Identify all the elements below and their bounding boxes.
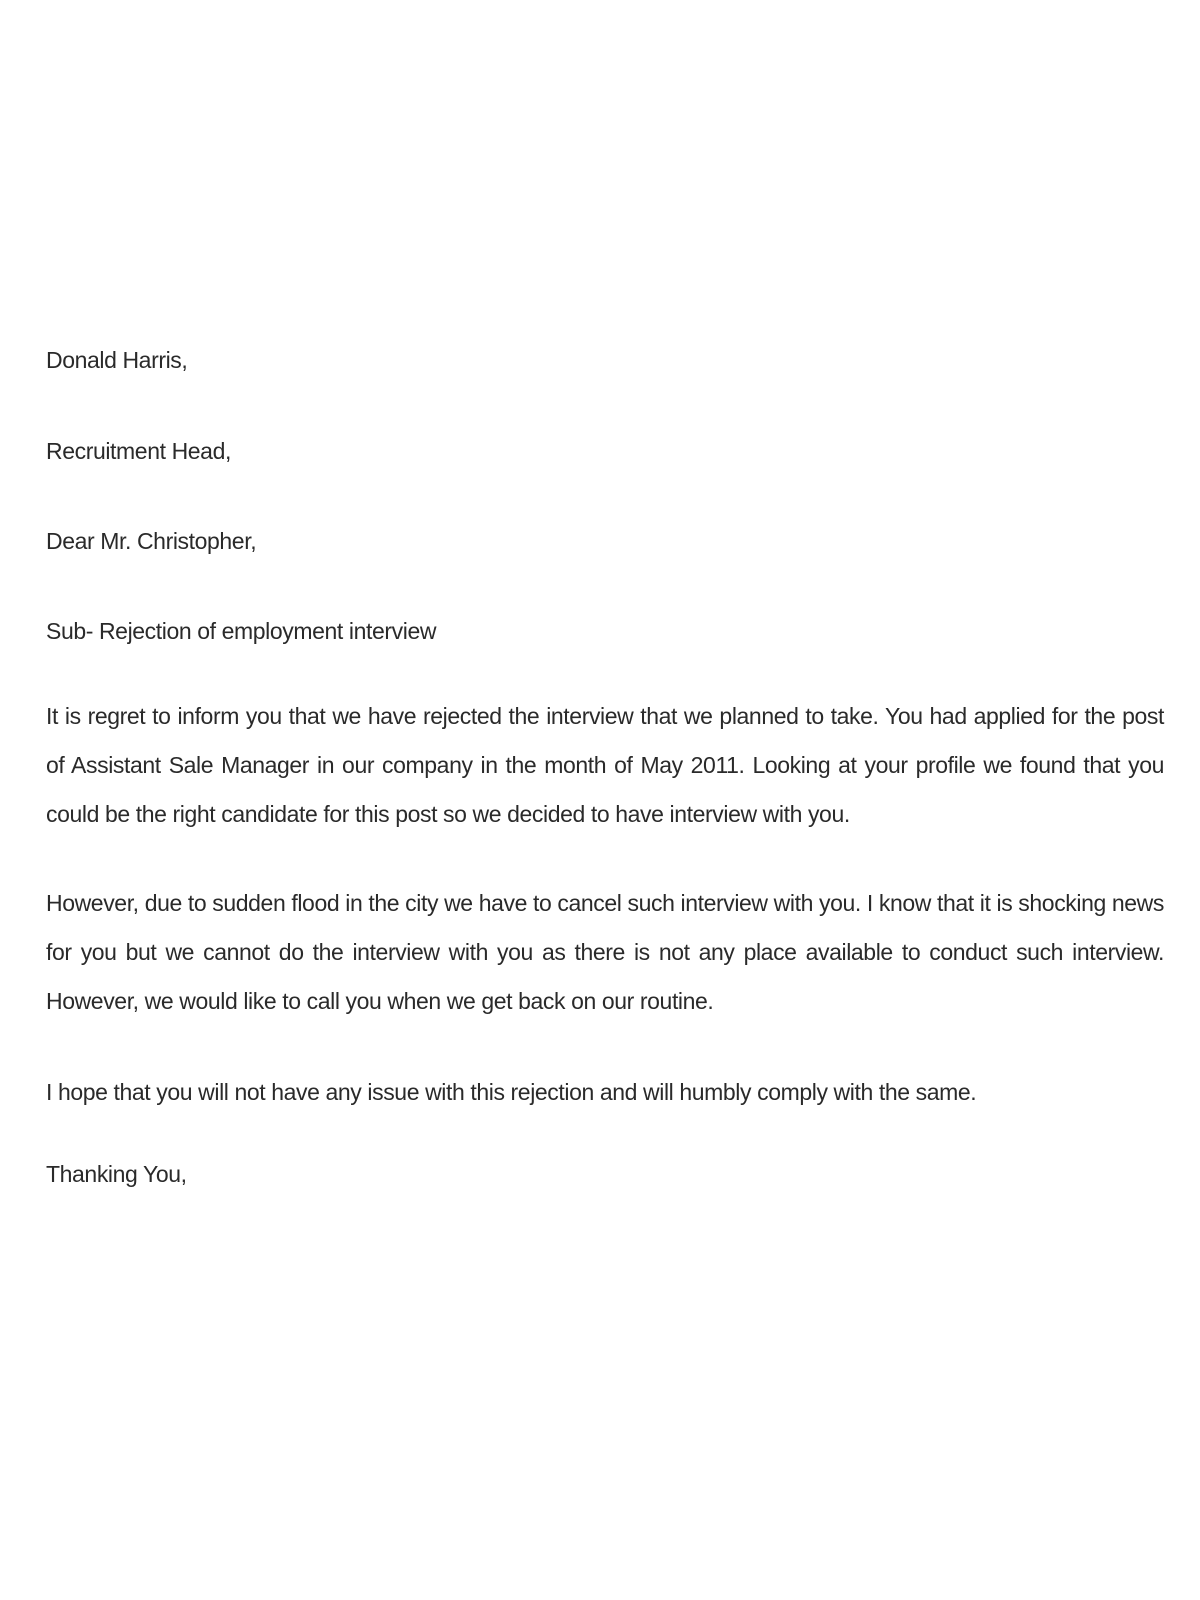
- closing-line: Thanking You,: [46, 1161, 187, 1187]
- body-paragraph-3: I hope that you will not have any issue with this rejection and will humbly comply with the same.: [46, 1079, 977, 1105]
- subject-line: Sub- Rejection of employment interview: [46, 618, 437, 644]
- sender-name: Donald Harris,: [46, 347, 188, 373]
- body-paragraph-2: However, due to sudden flood in the city we have to cancel such interview with you. I know that it is shocking news for you but we cannot do the interview with you as there is not any place available to conduct such interview. However, we would like to call you when we get back on our routine.: [46, 890, 1164, 1014]
- salutation: Dear Mr. Christopher,: [46, 528, 257, 554]
- body-paragraph-1: It is regret to inform you that we have rejected the interview that we planned to take. You had applied for the post of Assistant Sale Manager in our company in the month of May 2011. Looking at your profile we found that you could be the right candidate for this post so we decided to have interview with you.: [46, 703, 1164, 827]
- letter-body: [46, 345, 1164, 1189]
- sender-title: Recruitment Head,: [46, 438, 231, 464]
